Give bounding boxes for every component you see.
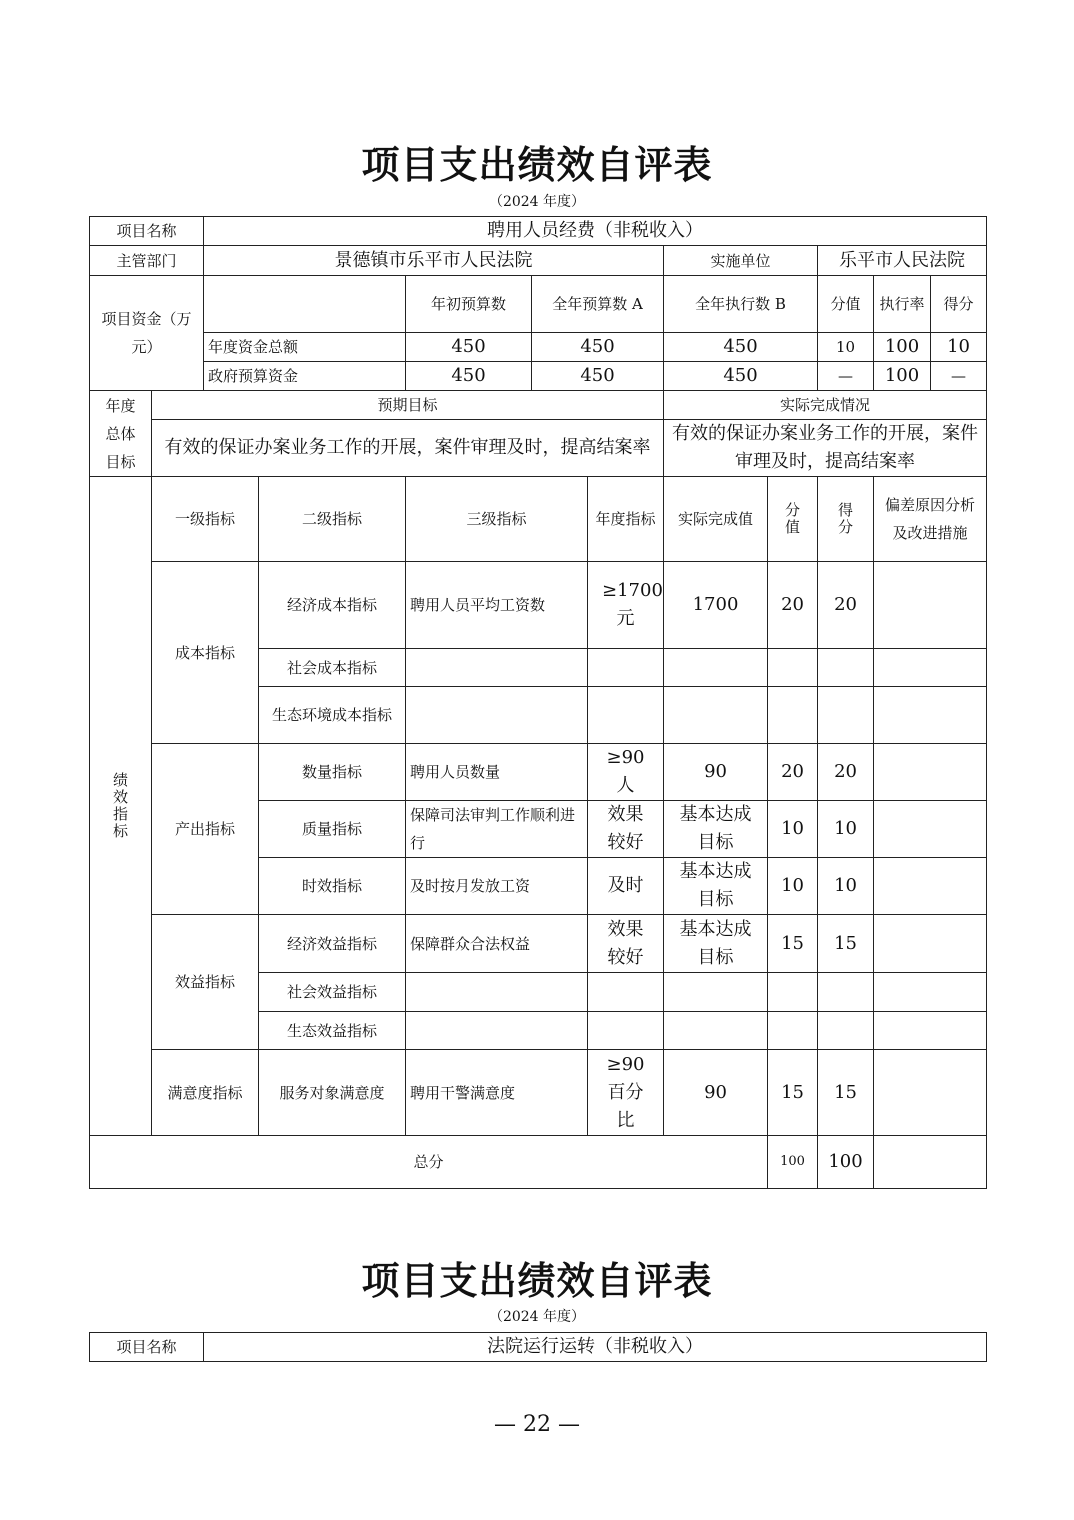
funds-value: 100 <box>874 362 931 391</box>
actual-value <box>664 1012 768 1050</box>
score <box>818 649 874 687</box>
score-weight: 10 <box>768 801 818 858</box>
funds-value: — <box>931 362 987 391</box>
score-weight: 20 <box>768 744 818 801</box>
score: 20 <box>818 562 874 649</box>
annual-target: ≥90百分比 <box>588 1050 664 1136</box>
score-weight <box>768 649 818 687</box>
impl-value: 乐平市人民法院 <box>818 246 987 276</box>
perf-header: 分值 <box>768 477 818 562</box>
level2-indicator: 数量指标 <box>259 744 406 801</box>
self-evaluation-table-2 <box>89 1332 987 1362</box>
level1-indicator: 满意度指标 <box>152 1050 259 1136</box>
annual-target <box>588 1012 664 1050</box>
score: 15 <box>818 915 874 973</box>
level2-indicator: 质量指标 <box>259 801 406 858</box>
deviation-analysis <box>874 915 987 973</box>
level2-indicator: 社会成本指标 <box>259 649 406 687</box>
perf-header: 实际完成值 <box>664 477 768 562</box>
score <box>818 973 874 1012</box>
annual-target: 效果较好 <box>588 801 664 858</box>
document-title-2: 项目支出绩效自评表 <box>361 1258 713 1303</box>
funds-label: 项目资金（万元） <box>90 276 204 391</box>
perf-header: 一级指标 <box>152 477 259 562</box>
level2-indicator: 生态环境成本指标 <box>259 687 406 744</box>
deviation-analysis <box>874 801 987 858</box>
funds-header: 全年执行数 B <box>664 276 818 333</box>
deviation-analysis <box>874 687 987 744</box>
goal-label: 年度总体目标 <box>90 391 152 477</box>
deviation-analysis <box>874 744 987 801</box>
funds-value: 450 <box>406 333 532 362</box>
perf-header: 得分 <box>818 477 874 562</box>
score-weight: 20 <box>768 562 818 649</box>
funds-value: 450 <box>532 333 664 362</box>
actual-value: 基本达成目标 <box>664 801 768 858</box>
level3-indicator: 保障司法审判工作顺利进行 <box>406 801 588 858</box>
score-weight <box>768 687 818 744</box>
score-weight <box>768 973 818 1012</box>
deviation-analysis <box>874 1012 987 1050</box>
score: 10 <box>818 801 874 858</box>
actual-label: 实际完成情况 <box>664 391 987 420</box>
impl-label: 实施单位 <box>664 246 818 276</box>
score-weight: 10 <box>768 858 818 915</box>
level3-indicator: 聘用人员平均工资数 <box>406 562 588 649</box>
level2-indicator: 生态效益指标 <box>259 1012 406 1050</box>
perf-header: 年度指标 <box>588 477 664 562</box>
page-number: — 22 — <box>494 1412 580 1437</box>
perf-label: 绩效指标 <box>90 477 152 1136</box>
funds-header: 执行率 <box>874 276 931 333</box>
score: 20 <box>818 744 874 801</box>
deviation-analysis <box>874 973 987 1012</box>
funds-value: 450 <box>532 362 664 391</box>
funds-row-label: 政府预算资金 <box>204 362 406 391</box>
annual-target <box>588 973 664 1012</box>
funds-value: 10 <box>931 333 987 362</box>
perf-header: 三级指标 <box>406 477 588 562</box>
score: 10 <box>818 858 874 915</box>
table-row <box>90 744 987 801</box>
actual-value: 基本达成目标 <box>664 858 768 915</box>
score: 15 <box>818 1050 874 1136</box>
funds-value: 10 <box>818 333 874 362</box>
funds-row-label: 年度资金总额 <box>204 333 406 362</box>
year-label: （2024 年度） <box>488 194 586 210</box>
actual-value <box>664 649 768 687</box>
level2-indicator: 经济效益指标 <box>259 915 406 973</box>
level2-indicator: 服务对象满意度 <box>259 1050 406 1136</box>
score-weight: 15 <box>768 915 818 973</box>
perf-header: 偏差原因分析及改进措施 <box>874 477 987 562</box>
funds-header: 全年预算数 A <box>532 276 664 333</box>
funds-header: 年初预算数 <box>406 276 532 333</box>
funds-value: — <box>818 362 874 391</box>
dept-label: 主管部门 <box>90 246 204 276</box>
score-weight: 15 <box>768 1050 818 1136</box>
project-name-label: 项目名称 <box>90 217 204 246</box>
level2-indicator: 时效指标 <box>259 858 406 915</box>
funds-value: 450 <box>664 333 818 362</box>
score-weight <box>768 1012 818 1050</box>
actual-value <box>664 973 768 1012</box>
level3-indicator <box>406 973 588 1012</box>
expected-label: 预期目标 <box>152 391 664 420</box>
self-evaluation-table <box>89 216 987 1189</box>
actual-value: 90 <box>664 1050 768 1136</box>
blank-cell <box>874 1136 987 1189</box>
total-weight: 100 <box>768 1136 818 1189</box>
deviation-analysis <box>874 1050 987 1136</box>
funds-header: 分值 <box>818 276 874 333</box>
dept-value: 景德镇市乐平市人民法院 <box>204 246 664 276</box>
level1-indicator: 产出指标 <box>152 744 259 915</box>
level3-indicator <box>406 1012 588 1050</box>
annual-target: ≥90人 <box>588 744 664 801</box>
level3-indicator: 保障群众合法权益 <box>406 915 588 973</box>
actual-value: 1700 <box>664 562 768 649</box>
total-score: 100 <box>818 1136 874 1189</box>
blank-cell <box>204 276 406 333</box>
project-name: 法院运行运转（非税收入） <box>204 1333 987 1362</box>
funds-value: 100 <box>874 333 931 362</box>
annual-target <box>588 687 664 744</box>
project-name-label: 项目名称 <box>90 1333 204 1362</box>
total-row <box>90 1136 987 1189</box>
level3-indicator <box>406 687 588 744</box>
project-name: 聘用人员经费（非税收入） <box>204 217 987 246</box>
funds-value: 450 <box>406 362 532 391</box>
actual-result: 有效的保证办案业务工作的开展，案件审理及时，提高结案率 <box>664 420 987 477</box>
document-title: 项目支出绩效自评表 <box>361 142 713 187</box>
score <box>818 1012 874 1050</box>
funds-header: 得分 <box>931 276 987 333</box>
actual-value: 基本达成目标 <box>664 915 768 973</box>
annual-target: 效果较好 <box>588 915 664 973</box>
level3-indicator <box>406 649 588 687</box>
level3-indicator: 聘用人员数量 <box>406 744 588 801</box>
deviation-analysis <box>874 562 987 649</box>
annual-target <box>588 649 664 687</box>
level3-indicator: 聘用干警满意度 <box>406 1050 588 1136</box>
deviation-analysis <box>874 649 987 687</box>
performance-section <box>90 477 987 1189</box>
score <box>818 687 874 744</box>
level1-indicator: 效益指标 <box>152 915 259 1050</box>
annual-target: 及时 <box>588 858 664 915</box>
total-label: 总分 <box>90 1136 768 1189</box>
perf-header: 二级指标 <box>259 477 406 562</box>
annual-target: ≥1700元 <box>588 562 664 649</box>
level3-indicator: 及时按月发放工资 <box>406 858 588 915</box>
table-row <box>90 562 987 649</box>
deviation-analysis <box>874 858 987 915</box>
table-row <box>90 1050 987 1136</box>
level2-indicator: 社会效益指标 <box>259 973 406 1012</box>
table-row <box>90 915 987 973</box>
year-label-2: （2024 年度） <box>488 1309 586 1325</box>
funds-value: 450 <box>664 362 818 391</box>
level2-indicator: 经济成本指标 <box>259 562 406 649</box>
level1-indicator: 成本指标 <box>152 562 259 744</box>
actual-value: 90 <box>664 744 768 801</box>
perf-header-row <box>90 477 987 562</box>
actual-value <box>664 687 768 744</box>
expected-goal: 有效的保证办案业务工作的开展，案件审理及时，提高结案率 <box>152 420 664 477</box>
